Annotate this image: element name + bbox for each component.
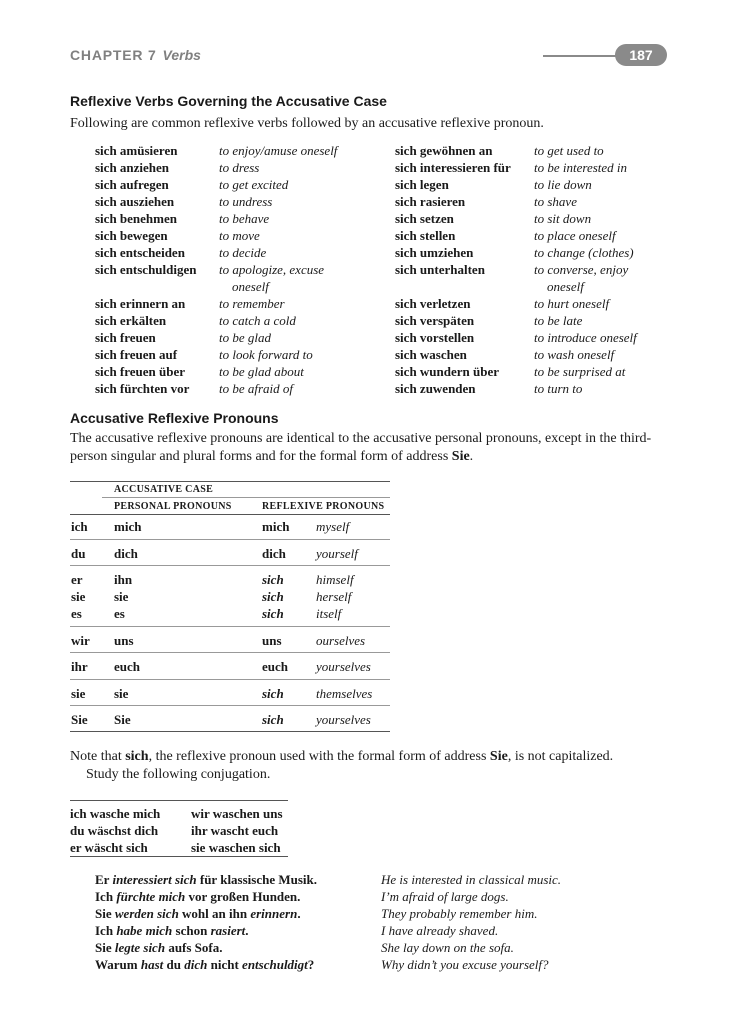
table-cell-personal: mich xyxy=(114,519,142,534)
table-cell-reflexive: euch xyxy=(262,659,288,674)
verb-german: sich bewegen xyxy=(95,228,168,243)
verb-german: sich fürchten vor xyxy=(95,381,190,396)
example-german-segment: hast xyxy=(140,957,164,972)
verb-english: to change (clothes) xyxy=(534,245,634,260)
table-cell-subject: er xyxy=(71,572,83,587)
example-german-segment: Sie xyxy=(95,940,115,955)
verb-english-cont: oneself xyxy=(547,279,584,294)
verb-german: sich freuen auf xyxy=(95,347,178,362)
verb-english: to turn to xyxy=(534,381,583,396)
verb-english: to converse, enjoy xyxy=(534,262,629,277)
verb-german: sich unterhalten xyxy=(395,262,485,277)
table-cell-personal: sie xyxy=(114,589,129,604)
example-english: He is interested in classical music. xyxy=(381,872,562,887)
verb-german: sich benehmen xyxy=(95,211,177,226)
verb-german: sich amüsieren xyxy=(95,143,178,158)
example-german xyxy=(95,871,317,888)
verb-german: sich anziehen xyxy=(95,160,170,175)
verb-english: to sit down xyxy=(534,211,592,226)
verb-english: to hurt oneself xyxy=(534,296,610,311)
example-german-segment: rasiert xyxy=(210,923,246,938)
page-number-badge: 187 xyxy=(615,44,667,66)
verb-english-cont: oneself xyxy=(232,279,269,294)
verb-german: sich rasieren xyxy=(395,194,466,209)
table-cell-reflexive: mich xyxy=(262,519,290,534)
table-cell-personal: ihn xyxy=(114,572,133,587)
note-text: , the reflexive pronoun used with the formal form of address xyxy=(148,749,490,764)
table-cell-english: myself xyxy=(316,519,350,534)
table-cell-english: itself xyxy=(316,606,342,621)
verb-english: to get excited xyxy=(219,177,289,192)
verb-german: sich umziehen xyxy=(395,245,474,260)
verb-german: sich gewöhnen an xyxy=(395,143,493,158)
verb-german: sich erinnern an xyxy=(95,296,186,311)
example-english: I have already shaved. xyxy=(381,923,499,938)
table-cell-english: yourself xyxy=(316,546,358,561)
table-cell-subject: ich xyxy=(71,519,88,534)
chapter-title: Verbs xyxy=(162,47,201,63)
verb-english: to introduce oneself xyxy=(534,330,637,345)
example-english: I’m afraid of large dogs. xyxy=(381,889,509,904)
example-german-segment: schon xyxy=(172,923,211,938)
verb-english: to behave xyxy=(219,211,270,226)
example-german-segment: aufs Sofa. xyxy=(165,940,223,955)
verb-english: to be interested in xyxy=(534,160,628,175)
example-german-segment: dich xyxy=(184,957,208,972)
example-german-segment: wohl an ihn xyxy=(178,906,251,921)
note-bold-sie: Sie xyxy=(489,749,508,764)
example-german xyxy=(95,922,249,939)
table-cell-english: himself xyxy=(316,572,354,587)
example-german-segment: . xyxy=(245,923,249,938)
section-heading-reflexive-verbs: Reflexive Verbs Governing the Accusative Case xyxy=(70,93,387,109)
example-german-segment: Sie xyxy=(95,906,115,921)
table-cell-reflexive: sich xyxy=(262,589,284,604)
table-cell-english: yourselves xyxy=(316,712,371,727)
example-german-segment: vor großen Hunden. xyxy=(185,889,301,904)
table-cell-reflexive: uns xyxy=(262,633,282,648)
verb-english: to remember xyxy=(219,296,285,311)
table-cell-reflexive: sich xyxy=(262,686,284,701)
note-line-2: Study the following conjugation. xyxy=(86,767,271,782)
example-german xyxy=(95,939,223,956)
paragraph-line-1: The accusative reflexive pronouns are identical to the accusative personal pronouns, except in the third- xyxy=(70,431,652,446)
verb-german: sich zuwenden xyxy=(395,381,476,396)
table-cell-subject: sie xyxy=(71,686,86,701)
verb-german: sich aufregen xyxy=(95,177,169,192)
example-german xyxy=(95,956,314,973)
table-cell-personal: es xyxy=(114,606,125,621)
table-cell-subject: wir xyxy=(71,633,90,648)
table-header-reflexive: REFLEXIVE PRONOUNS xyxy=(262,501,385,512)
verb-german: sich erkälten xyxy=(95,313,167,328)
example-german xyxy=(95,905,301,922)
verb-english: to be afraid of xyxy=(219,381,294,396)
verb-english: to look forward to xyxy=(219,347,313,362)
table-cell-subject: ihr xyxy=(71,659,88,674)
verb-english: to move xyxy=(219,228,260,243)
example-english: Why didn’t you excuse yourself? xyxy=(381,957,549,972)
table-cell-subject: sie xyxy=(71,589,86,604)
verb-english: to shave xyxy=(534,194,577,209)
verb-english: to be late xyxy=(534,313,583,328)
verb-english: to place oneself xyxy=(534,228,616,243)
verb-german: sich freuen über xyxy=(95,364,186,379)
note-text: Note that xyxy=(70,749,126,764)
verb-german: sich verletzen xyxy=(395,296,471,311)
verb-german: sich freuen xyxy=(95,330,156,345)
example-german-segment: legte sich xyxy=(114,940,166,955)
table-cell-english: herself xyxy=(316,589,352,604)
table-cell-reflexive: sich xyxy=(262,606,284,621)
table-header-personal: PERSONAL PRONOUNS xyxy=(114,501,232,512)
example-german-segment: Warum xyxy=(95,957,141,972)
section-intro: Following are common reflexive verbs followed by an accusative reflexive pronoun. xyxy=(70,116,544,131)
example-german-segment: . xyxy=(297,906,301,921)
verb-german: sich vorstellen xyxy=(395,330,475,345)
example-german-segment: für klassische Musik. xyxy=(196,872,318,887)
table-cell-english: themselves xyxy=(316,686,373,701)
verb-german: sich waschen xyxy=(395,347,467,362)
verb-german: sich interessieren für xyxy=(395,160,511,175)
example-german-segment: nicht xyxy=(207,957,243,972)
example-english: They probably remember him. xyxy=(381,906,538,921)
example-german-segment: du xyxy=(163,957,185,972)
section-heading-reflexive-pronouns: Accusative Reflexive Pronouns xyxy=(70,410,279,426)
example-german-segment: Ich xyxy=(95,923,117,938)
conjugation-singular: ich wasche mich xyxy=(70,806,161,821)
verb-german: sich entscheiden xyxy=(95,245,185,260)
table-cell-subject: du xyxy=(71,546,86,561)
note-bold-sich: sich xyxy=(125,749,149,764)
conjugation-singular: du wäschst dich xyxy=(70,823,159,838)
verb-english: to enjoy/amuse oneself xyxy=(219,143,338,158)
table-cell-subject: es xyxy=(71,606,82,621)
verb-english: to be surprised at xyxy=(534,364,626,379)
paragraph-text: person singular and plural forms and for the formal form of address xyxy=(70,449,452,464)
verb-english: to dress xyxy=(219,160,260,175)
table-cell-personal: uns xyxy=(114,633,134,648)
verb-english: to wash oneself xyxy=(534,347,615,362)
verb-english: to decide xyxy=(219,245,267,260)
note-text: , is not capitalized. xyxy=(507,749,614,764)
example-german-segment: Ich xyxy=(95,889,117,904)
table-cell-reflexive: dich xyxy=(262,546,286,561)
verb-german: sich entschuldigen xyxy=(95,262,197,277)
example-german-segment: ? xyxy=(307,957,315,972)
verb-english: to apologize, excuse xyxy=(219,262,325,277)
example-german-segment: entschuldigt xyxy=(242,957,308,972)
example-german-segment: interessiert sich xyxy=(112,872,197,887)
conjugation-singular: er wäscht sich xyxy=(70,840,148,855)
verb-german: sich stellen xyxy=(395,228,456,243)
verb-german: sich verspäten xyxy=(395,313,475,328)
verb-english: to get used to xyxy=(534,143,604,158)
table-cell-subject: Sie xyxy=(71,712,88,727)
paragraph-period: . xyxy=(469,449,474,464)
example-german-segment: werden sich xyxy=(114,906,179,921)
table-cell-english: yourselves xyxy=(316,659,371,674)
paragraph-bold-sie: Sie xyxy=(451,449,470,464)
table-cell-personal: dich xyxy=(114,546,138,561)
verb-english: to lie down xyxy=(534,177,592,192)
table-cell-reflexive: sich xyxy=(262,572,284,587)
chapter-label: CHAPTER 7 xyxy=(70,47,157,63)
verb-english: to be glad about xyxy=(219,364,304,379)
verb-english: to catch a cold xyxy=(219,313,296,328)
table-cell-personal: sie xyxy=(114,686,129,701)
table-header-accusative: ACCUSATIVE CASE xyxy=(114,484,214,495)
table-cell-personal: euch xyxy=(114,659,140,674)
example-german-segment: erinnern xyxy=(250,906,298,921)
verb-german: sich wundern über xyxy=(395,364,500,379)
verb-german: sich ausziehen xyxy=(95,194,175,209)
table-cell-english: ourselves xyxy=(316,633,366,648)
table-cell-personal: Sie xyxy=(114,712,131,727)
verb-german: sich setzen xyxy=(395,211,454,226)
verb-english: to be glad xyxy=(219,330,271,345)
conjugation-plural: ihr wascht euch xyxy=(191,823,279,838)
conjugation-plural: wir waschen uns xyxy=(191,806,283,821)
verb-english: to undress xyxy=(219,194,273,209)
verb-german: sich legen xyxy=(395,177,449,192)
example-german-segment: Er xyxy=(95,872,113,887)
example-english: She lay down on the sofa. xyxy=(381,940,514,955)
conjugation-plural: sie waschen sich xyxy=(191,840,281,855)
example-german-segment: fürchte mich xyxy=(116,889,186,904)
example-german xyxy=(95,888,300,905)
example-german-segment: habe mich xyxy=(116,923,173,938)
table-cell-reflexive: sich xyxy=(262,712,284,727)
